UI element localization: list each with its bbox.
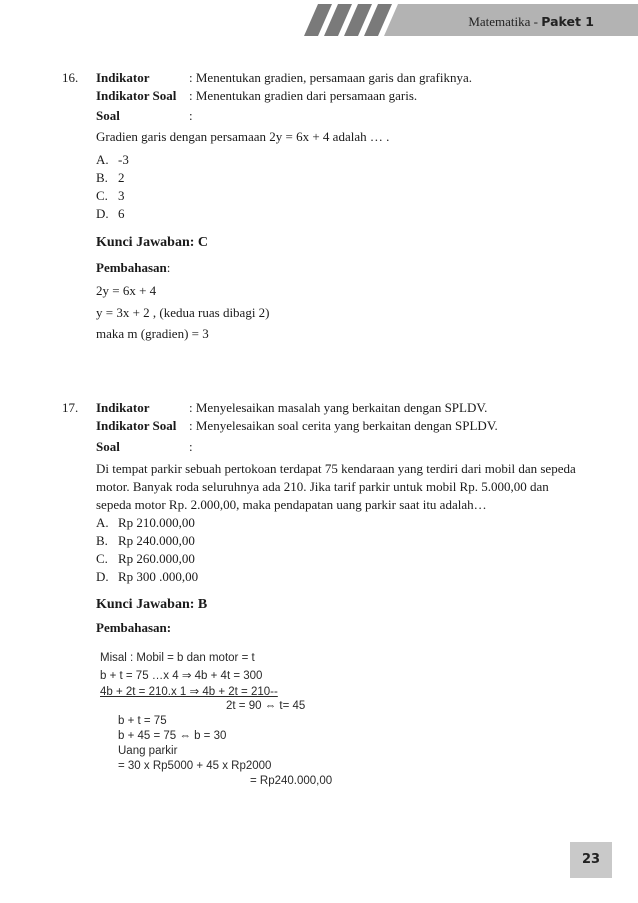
option-a <box>96 152 129 168</box>
indikator-soal-text: : Menyelesaikan soal cerita yang berkaitan dengan SPLDV. <box>189 418 498 433</box>
soal-label: Soal <box>96 439 120 454</box>
pembahasan-label: Pembahasan <box>96 260 167 275</box>
page-number: 23 <box>581 852 601 867</box>
step-3: maka m (gradien) = 3 <box>96 326 209 341</box>
hw-line-5: b + t = 75 <box>118 715 167 727</box>
header-package: Paket 1 <box>541 14 594 29</box>
answer-key: Kunci Jawaban: B <box>96 597 208 612</box>
soal-text: Di tempat parkir sebuah pertokoan terdapat 75 kendaraan yang terdiri dari mobil dan sepeda motor. Banyak roda seluruhnya ada 210. Jika tarif parkir untuk mobil Rp. 5.000,00 dan sepeda motor Rp. 2.000,00, maka pendapatan uang parkir saat itu adalah… <box>96 461 576 512</box>
option-text: Rp 260.000,00 <box>118 551 195 566</box>
pembahasan-colon: : <box>166 260 171 275</box>
pembahasan-heading <box>96 260 170 276</box>
question-number: 16. <box>62 70 79 85</box>
option-letter: A. <box>96 152 109 167</box>
option-letter: C. <box>96 551 108 566</box>
indikator-soal-text: : Menentukan gradien dari persamaan garis. <box>189 88 418 103</box>
question-number: 17. <box>62 400 79 415</box>
option-text: Rp 300 .000,00 <box>118 569 199 584</box>
hw-line-8: = 30 x Rp5000 + 45 x Rp2000 <box>118 760 272 772</box>
hw-line-2: b + t = 75 …x 4 ⇒ 4b + 4t = 300 <box>100 670 263 682</box>
step-1: 2y = 6x + 4 <box>96 283 157 298</box>
soal-label: Soal <box>96 108 120 123</box>
option-d <box>96 569 198 585</box>
option-a <box>96 515 195 531</box>
header-title <box>468 14 594 30</box>
hw-line-9: = Rp240.000,00 <box>250 775 333 787</box>
step-2: y = 3x + 2 , (kedua ruas dibagi 2) <box>96 305 270 320</box>
option-text: 6 <box>118 206 125 221</box>
hw-line-4: 2t = 90 ⇔ t= 45 <box>226 700 306 712</box>
soal-text: Gradien garis dengan persamaan 2y = 6x + 4 adalah … . <box>96 129 390 144</box>
pembahasan-label: Pembahasan: <box>96 620 172 635</box>
option-letter: B. <box>96 533 108 548</box>
option-c <box>96 551 195 567</box>
hw-line-3: 4b + 2t = 210.x 1 ⇒ 4b + 2t = 210-- <box>100 686 278 698</box>
soal-colon: : <box>189 108 193 123</box>
option-letter: C. <box>96 188 108 203</box>
option-b <box>96 170 125 186</box>
option-b <box>96 533 195 549</box>
page-number-box <box>570 842 612 878</box>
option-text: 2 <box>118 170 125 185</box>
option-letter: D. <box>96 206 109 221</box>
option-letter: D. <box>96 569 109 584</box>
option-text: Rp 240.000,00 <box>118 533 195 548</box>
option-d <box>96 206 125 222</box>
indikator-text: : Menentukan gradien, persamaan garis dan grafiknya. <box>189 70 473 85</box>
soal-colon: : <box>189 439 193 454</box>
indikator-text: : Menyelesaikan masalah yang berkaitan dengan SPLDV. <box>189 400 488 415</box>
option-c <box>96 188 125 204</box>
answer-key: Kunci Jawaban: C <box>96 235 209 250</box>
option-text: -3 <box>118 152 129 167</box>
option-letter: B. <box>96 170 108 185</box>
indikator-soal-label: Indikator Soal <box>96 418 177 433</box>
option-text: Rp 210.000,00 <box>118 515 195 530</box>
indikator-label: Indikator <box>96 70 150 85</box>
option-letter: A. <box>96 515 109 530</box>
indikator-label: Indikator <box>96 400 150 415</box>
pembahasan-heading <box>96 620 171 636</box>
hw-line-7: Uang parkir <box>118 745 178 757</box>
header-subject: Matematika - <box>468 14 542 29</box>
hw-line-6: b + 45 = 75 ⇔ b = 30 <box>118 730 227 742</box>
hw-line-1: Misal : Mobil = b dan motor = t <box>100 652 255 664</box>
option-text: 3 <box>118 188 125 203</box>
indikator-soal-label: Indikator Soal <box>96 88 177 103</box>
